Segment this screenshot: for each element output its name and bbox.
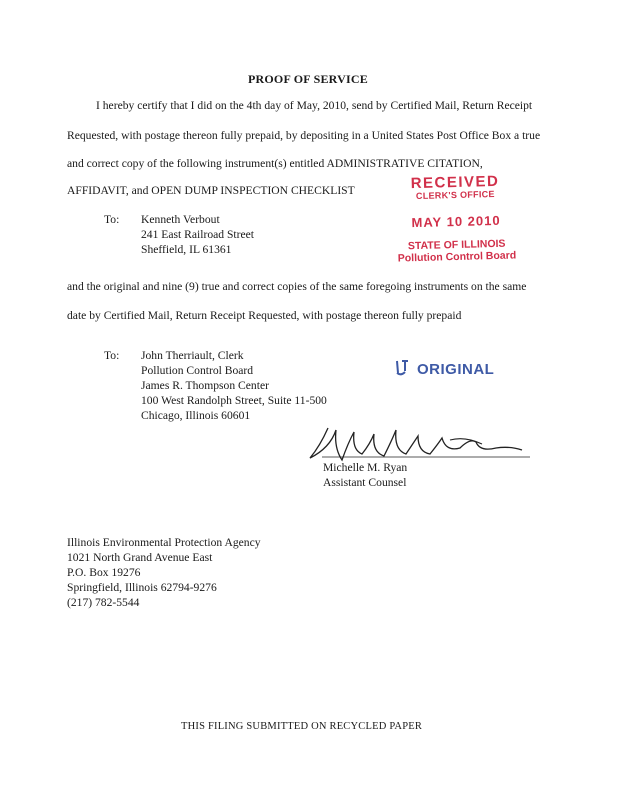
- agency-pobox: P.O. Box 19276: [67, 566, 141, 579]
- clerk-board: Pollution Control Board: [141, 364, 254, 377]
- signer-name: Michelle M. Ryan: [323, 461, 408, 474]
- signer-title: Assistant Counsel: [323, 476, 407, 489]
- recipient-city: Sheffield, IL 61361: [141, 243, 232, 256]
- stamp-state: STATE OF ILLINOIS: [407, 237, 506, 253]
- agency-name: Illinois Environmental Protection Agency: [67, 536, 261, 549]
- footer-note: THIS FILING SUBMITTED ON RECYCLED PAPER: [181, 721, 423, 732]
- stamp-date: MAY 10 2010: [411, 212, 501, 231]
- signature: [300, 418, 535, 463]
- received-stamp: [393, 173, 519, 264]
- clerk-city: Chicago, Illinois 60601: [141, 409, 251, 422]
- document-title: PROOF OF SERVICE: [248, 72, 368, 86]
- paragraph-line: and correct copy of the following instrument(s) entitled ADMINISTRATIVE CITATION,: [67, 157, 483, 170]
- clerk-address: [141, 348, 327, 423]
- recipient-street: 241 East Railroad Street: [141, 228, 255, 241]
- original-stamp: [393, 358, 494, 378]
- paragraph-line: AFFIDAVIT, and OPEN DUMP INSPECTION CHECKLIST: [67, 184, 355, 197]
- paragraph-line: Requested, with postage thereon fully prepaid, by depositing in a United States Post Office Box a true: [67, 129, 541, 142]
- agency-street: 1021 North Grand Avenue East: [67, 551, 213, 564]
- to-label: To:: [104, 349, 120, 362]
- recipient-name: Kenneth Verbout: [141, 213, 220, 226]
- agency-city: Springfield, Illinois 62794-9276: [67, 581, 217, 594]
- paragraph-line: date by Certified Mail, Return Receipt Requested, with postage thereon fully prepaid: [67, 309, 462, 322]
- to-label: To:: [104, 213, 120, 226]
- signer-block: [323, 460, 407, 490]
- stamp-board: Pollution Control Board: [397, 249, 517, 265]
- clerk-building: James R. Thompson Center: [141, 379, 269, 392]
- agency-address: [67, 535, 261, 610]
- paragraph-line: and the original and nine (9) true and correct copies of the same foregoing instruments on the same: [67, 280, 527, 293]
- original-stamp-text: ORIGINAL: [417, 360, 495, 378]
- stamp-received: RECEIVED: [410, 172, 500, 193]
- agency-phone: (217) 782-5544: [67, 596, 140, 609]
- paragraph-line: I hereby certify that I did on the 4th day of May, 2010, send by Certified Mail, Return Receipt: [96, 99, 533, 112]
- clerk-name: John Therriault, Clerk: [141, 349, 244, 362]
- original-stamp-mark: [393, 358, 413, 378]
- clerk-street: 100 West Randolph Street, Suite 11-500: [141, 394, 327, 407]
- recipient-address: [141, 212, 254, 257]
- stamp-office: CLERK'S OFFICE: [415, 188, 495, 202]
